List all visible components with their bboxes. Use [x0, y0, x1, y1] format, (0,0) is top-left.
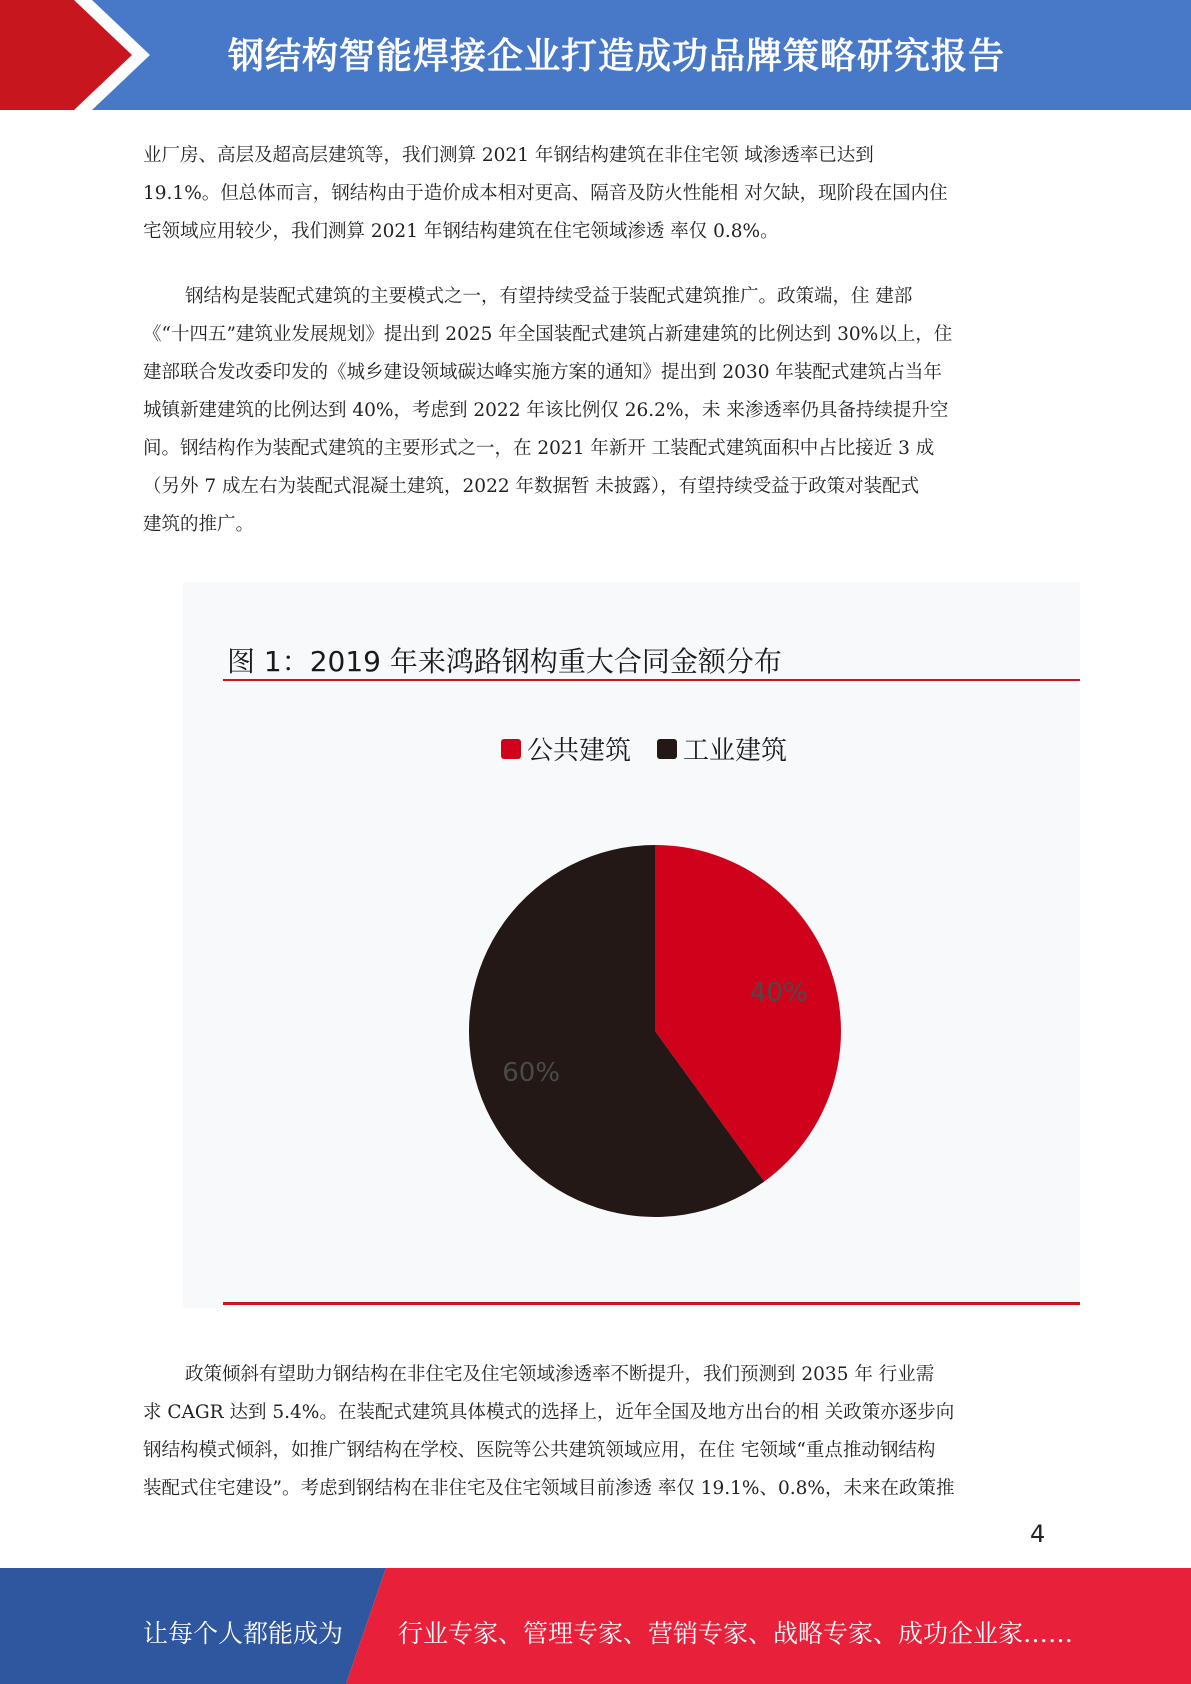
text-line: 政策倾斜有望助力钢结构在非住宅及住宅领域渗透率不断提升，我们预测到 2035 年 行业需	[185, 1364, 935, 1385]
text-line: 建筑的推广。	[143, 514, 255, 535]
text-line: 城镇新建建筑的比例达到 40%，考虑到 2022 年该比例仅 26.2%，未 来渗透率仍具备持续提升空	[143, 400, 949, 421]
chart-title: 图 1：2019 年来鸿路钢构重大合同金额分布	[227, 645, 782, 678]
paragraph-2	[143, 278, 1046, 544]
text-line: 装配式住宅建设”。考虑到钢结构在非住宅及住宅领域目前渗透 率仅 19.1%、0.8%，未来在政策推	[143, 1478, 955, 1499]
pie-data-label-1: 60%	[502, 1058, 561, 1089]
footer-slogan-left: 让每个人都能成为	[143, 1619, 344, 1648]
header-arrow-icon	[0, 0, 150, 110]
legend-label-industrial: 工业建筑	[683, 736, 788, 766]
header-banner	[0, 0, 1191, 110]
text-line: 19.1%。但总体而言，钢结构由于造价成本相对更高、隔音及防火性能相 对欠缺，现阶段在国内住	[143, 183, 948, 204]
paragraph-1	[143, 137, 1046, 251]
chart-bottom-rule	[223, 1302, 1080, 1305]
text-line: 钢结构是装配式建筑的主要模式之一，有望持续受益于装配式建筑推广。政策端，住 建部	[185, 286, 913, 307]
text-line: （另外 7 成左右为装配式混凝土建筑，2022 年数据暂 未披露），有望持续受益于政策对装配式	[143, 476, 920, 497]
pie-data-label-0: 40%	[749, 977, 808, 1008]
pie-chart	[183, 582, 1080, 1308]
footer-slogan-right: 行业专家、管理专家、营销专家、战略专家、成功企业家……	[398, 1619, 1074, 1648]
legend-label-public: 公共建筑	[527, 736, 632, 766]
text-line: 宅领域应用较少，我们测算 2021 年钢结构建筑在住宅领域渗透 率仅 0.8%。	[143, 221, 779, 242]
text-line: 求 CAGR 达到 5.4%。在装配式建筑具体模式的选择上，近年全国及地方出台的相 关政策亦逐步向	[143, 1402, 955, 1423]
page-number: 4	[1030, 1520, 1046, 1548]
text-line: 建部联合发改委印发的《城乡建设领域碳达峰实施方案的通知》提出到 2030 年装配式建筑占当年	[143, 362, 942, 383]
text-line: 间。钢结构作为装配式建筑的主要形式之一，在 2021 年新开 工装配式建筑面积中占比接近 3 成	[143, 438, 935, 459]
paragraph-3	[143, 1356, 1046, 1508]
chart-figure	[183, 582, 1080, 1308]
text-line: 钢结构模式倾斜，如推广钢结构在学校、医院等公共建筑领域应用，在住 宅领域“重点推动钢结构	[143, 1440, 936, 1461]
text-line: 业厂房、高层及超高层建筑等，我们测算 2021 年钢结构建筑在非住宅领 域渗透率已达到	[143, 145, 874, 166]
footer-banner	[0, 1568, 1191, 1684]
text-line: 《“十四五”建筑业发展规划》提出到 2025 年全国装配式建筑占新建建筑的比例达到 30%以上，住	[143, 324, 953, 345]
page-title: 钢结构智能焊接企业打造成功品牌策略研究报告	[228, 36, 1006, 77]
